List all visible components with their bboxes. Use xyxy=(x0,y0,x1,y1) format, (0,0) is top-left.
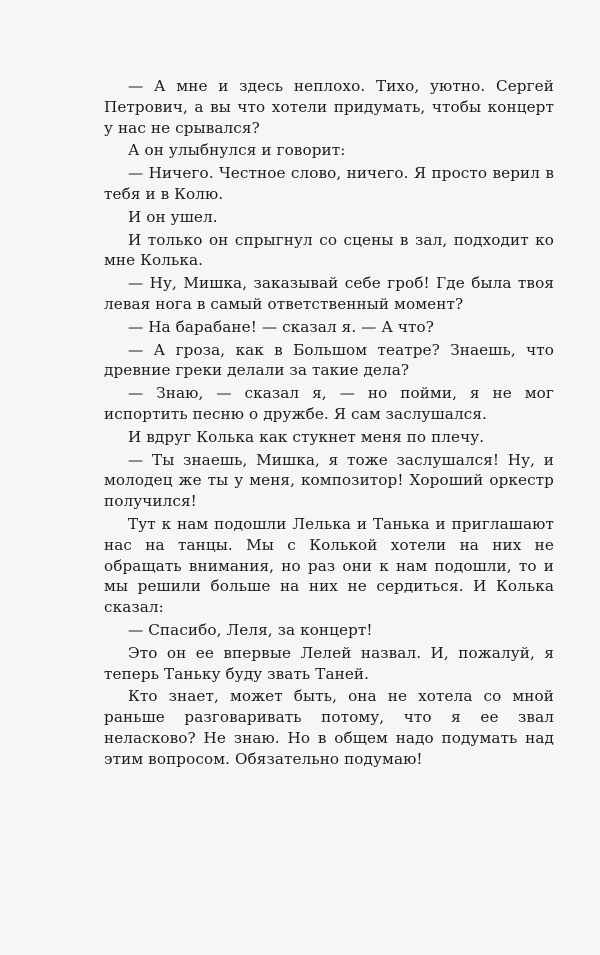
paragraph-8: — А гроза, как в Большом театре? Знаешь, что древние греки делали за такие дела? xyxy=(104,340,554,380)
paragraph-4: И он ушел. xyxy=(128,207,218,226)
paragraph-10: И вдруг Колька как стукнет меня по плечу. xyxy=(128,427,485,446)
paragraph-12: Тут к нам подошли Лелька и Танька и приглашают нас на танцы. Мы с Колькой хотели на них не обращать внимания, но раз они к нам подошли, то и мы решили больше на них не сердиться. И Колька сказал: xyxy=(104,514,554,617)
paragraph-11: — Ты знаешь, Мишка, я тоже заслушался! Ну, и молодец же ты у меня, композитор! Хороший оркестр получился! xyxy=(104,450,554,511)
paragraph-13: — Спасибо, Леля, за концерт! xyxy=(128,620,373,639)
paragraph-14: Это он ее впервые Лелей назвал. И, пожалуй, я теперь Таньку буду звать Таней. xyxy=(104,643,554,683)
paragraph-9: — Знаю, — сказал я, — но пойми, я не мог испортить песню о дружбе. Я сам заслушался. xyxy=(104,384,554,423)
page-text xyxy=(104,76,554,770)
paragraph-5: И только он спрыгнул со сцены в зал, подходит ко мне Колька. xyxy=(104,230,554,270)
paragraph-7: — На барабане! — сказал я. — А что? xyxy=(128,317,435,336)
paragraph-1: — А мне и здесь неплохо. Тихо, уютно. Сергей Петрович, а вы что хотели придумать, чтобы концерт у нас не срывался? xyxy=(104,77,554,137)
paragraph-15: Кто знает, может быть, она не хотела со мной раньше разговаривать потому, что я ее звал неласково? Не знаю. Но в общем надо подумать над этим вопросом. Обязательно подумаю! xyxy=(104,687,554,768)
paragraph-3: — Ничего. Честное слово, ничего. Я просто верил в тебя и в Колю. xyxy=(104,164,554,203)
paragraph-6: — Ну, Мишка, заказывай себе гроб! Где была твоя левая нога в самый ответственный момент? xyxy=(104,274,554,313)
paragraph-2: А он улыбнулся и говорит: xyxy=(128,141,346,160)
